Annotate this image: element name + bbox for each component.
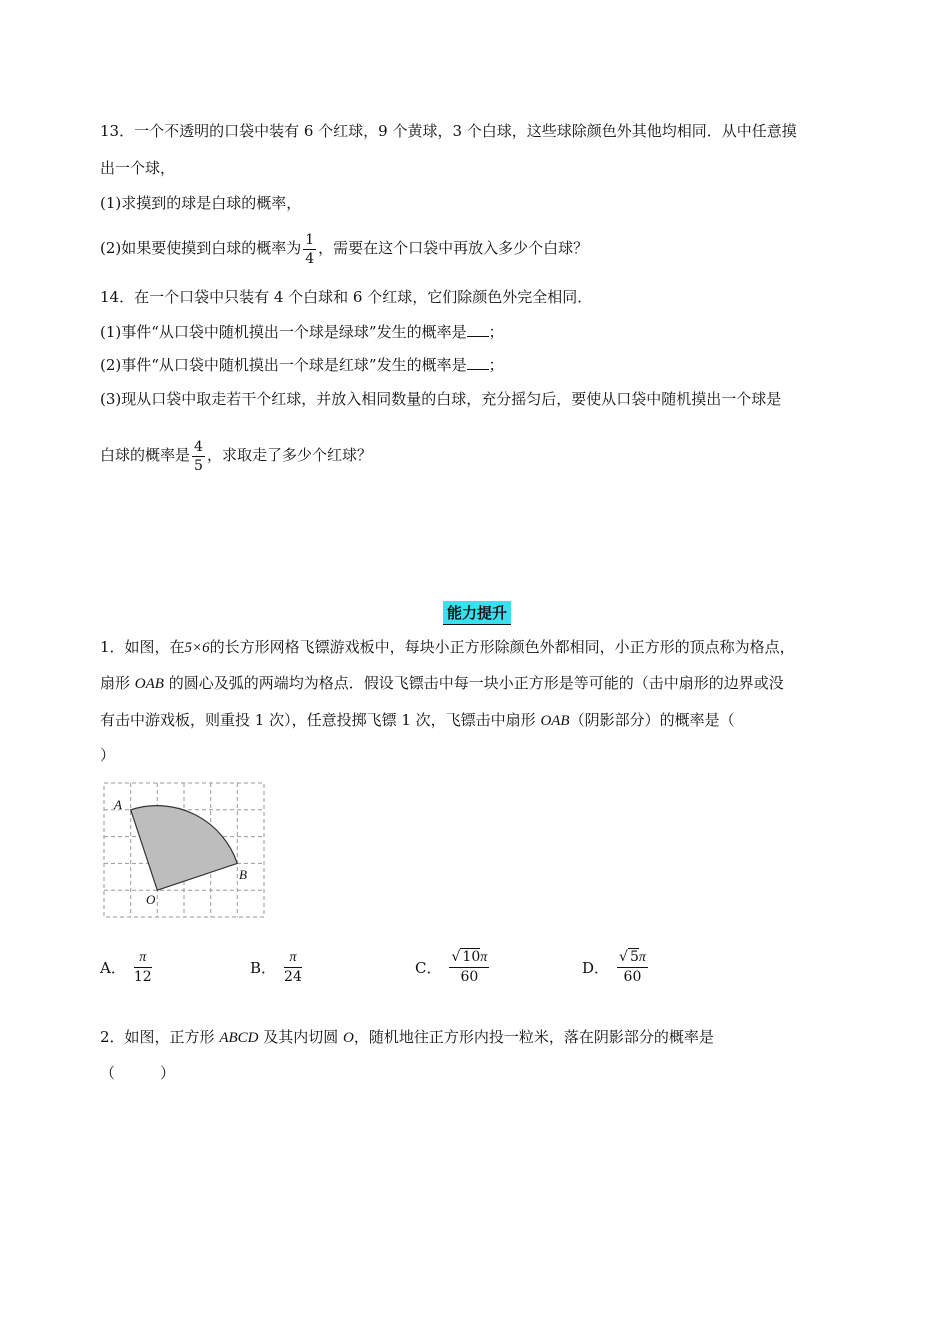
fraction-denominator: 24 (284, 968, 302, 985)
q13-part2-pre: (2)如果要使摸到白球的概率为 (100, 239, 302, 257)
answer-blank (467, 355, 489, 370)
p2-line1 (100, 1027, 714, 1048)
choice-a[interactable] (100, 946, 154, 988)
label-a: A (114, 797, 122, 812)
q13-part2 (100, 228, 588, 268)
p2-line2: （ ） (100, 1064, 176, 1082)
fraction-denominator: 4 (305, 250, 315, 267)
q13-part1: (1)求摸到的球是白球的概率， (100, 194, 302, 212)
p1-line3-pre: 有击中游戏板，则重投 1 次），任意投掷飞镖 1 次，飞镖击中扇形 (100, 711, 541, 729)
answer-blank (467, 322, 489, 337)
sector-name: OAB (134, 676, 164, 692)
q14-part3b (100, 435, 372, 475)
square-name: ABCD (219, 1030, 259, 1046)
p2-line1-post: ，随机地往正方形内投一粒米，落在阴影部分的概率是 (353, 1028, 714, 1046)
q14-part1 (100, 322, 504, 342)
fraction-numerator: π (134, 949, 152, 968)
q14-part3b-post: ，求取走了多少个红球？ (206, 446, 372, 464)
p1-line3-post: （阴影部分）的概率是（ (569, 711, 735, 729)
choice-fraction (134, 949, 152, 986)
pi-symbol: π (480, 950, 488, 965)
q14-line1: 14．在一个口袋中只装有 4 个白球和 6 个红球，它们除颜色外完全相同． (100, 288, 593, 306)
choice-label: B． (250, 958, 277, 977)
p1-line2-post: 的圆心及弧的两端均为格点．假设飞镖击中每一块小正方形是等可能的（击中扇形的边界或没 (163, 674, 784, 692)
p1-line2-pre: 扇形 (100, 674, 135, 692)
sector-name: OAB (540, 713, 570, 729)
fraction-numerator: π (284, 949, 302, 968)
p2-line1-mid: 及其内切圆 (258, 1028, 344, 1046)
q14-part2-pre: (2)事件“从口袋中随机摸出一个球是红球”发生的概率是 (100, 356, 467, 374)
label-b: B (239, 867, 247, 882)
section-title: 能力提升 (443, 601, 511, 625)
p1-line1-pre: 1．如图，在 (100, 638, 185, 656)
fraction-numerator: √ 10π (449, 948, 489, 968)
p1-line4: ） (100, 746, 116, 764)
q14-part1-pre: (1)事件“从口袋中随机摸出一个球是绿球”发生的概率是 (100, 323, 467, 341)
fraction-denominator: 5 (194, 457, 203, 474)
grid-size: 5×6 (184, 640, 210, 656)
p1-line1 (100, 637, 795, 658)
fraction-numerator: √ 5π (617, 948, 648, 968)
choice-label: D． (582, 958, 610, 977)
choice-b[interactable] (250, 946, 304, 988)
choice-c[interactable] (415, 946, 491, 988)
sector-grid-figure (100, 780, 270, 922)
choice-fraction (449, 948, 489, 986)
circle-name: O (343, 1030, 354, 1046)
p1-line3 (100, 710, 735, 731)
p1-line2 (100, 673, 784, 694)
choice-d[interactable] (582, 946, 650, 988)
fraction-denominator: 12 (133, 968, 152, 985)
sqrt-radicand: 5 (629, 949, 639, 965)
fraction-numerator: 4 (194, 438, 203, 455)
p2-line1-pre: 2．如图，正方形 (100, 1028, 220, 1046)
q13-line2: 出一个球， (100, 159, 176, 177)
p1-line1-post: 的长方形网格飞镖游戏板中，每块小正方形除颜色外都相同，小正方形的顶点称为格点， (209, 638, 795, 656)
q14-part2-post: ； (488, 356, 504, 374)
fraction-denominator: 60 (460, 969, 479, 985)
q13-line1: 13．一个不透明的口袋中装有 6 个红球，9 个黄球，3 个白球，这些球除颜色外其他均相同．从中任意摸 (100, 122, 797, 140)
q14-part1-post: ； (488, 323, 504, 341)
shaded-sector (131, 806, 238, 891)
choice-fraction (284, 949, 302, 986)
q14-part2 (100, 355, 504, 375)
q13-fraction (303, 231, 316, 268)
q14-part3: (3)现从口袋中取走若干个红球，并放入相同数量的白球，充分摇匀后，要使从口袋中随机摸出一个球是 (100, 390, 782, 408)
q14-fraction (192, 438, 205, 475)
fraction-numerator: 1 (305, 231, 315, 248)
sqrt-radicand: 10 (462, 949, 481, 965)
choice-label: C． (415, 958, 442, 977)
pi-symbol: π (638, 950, 646, 965)
fraction-denominator: 60 (623, 969, 642, 985)
q14-part3b-pre: 白球的概率是 (100, 446, 191, 464)
choice-label: A． (100, 958, 126, 977)
choice-fraction (617, 948, 648, 986)
label-o: O (146, 892, 156, 907)
q13-part2-post: ，需要在这个口袋中再放入多少个白球？ (318, 239, 589, 257)
